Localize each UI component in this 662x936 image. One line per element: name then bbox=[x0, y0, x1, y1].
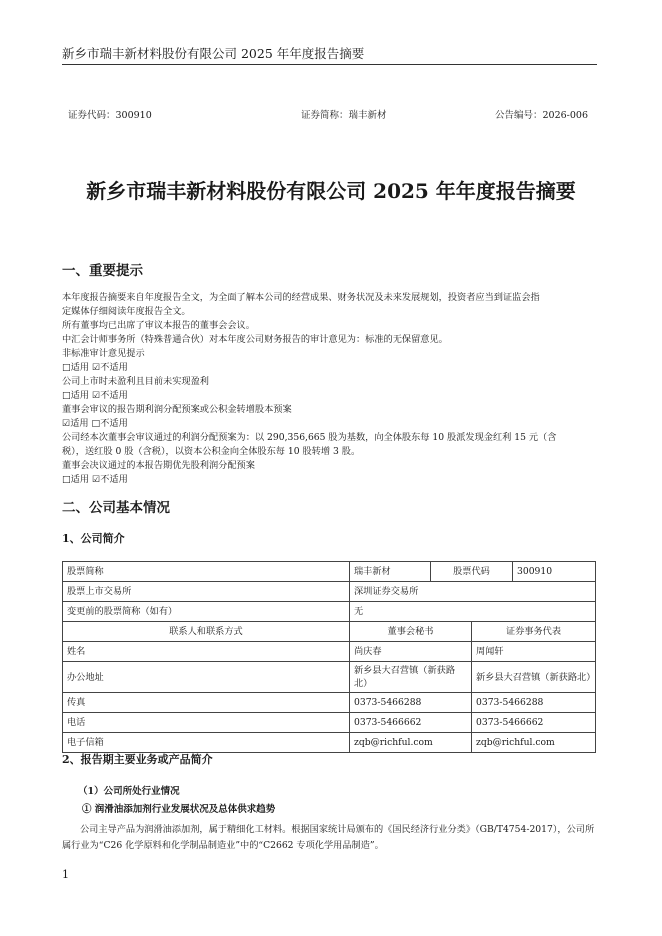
table-cell: 传真 bbox=[63, 693, 350, 713]
table-cell: 0373-5466662 bbox=[472, 713, 596, 733]
table-row bbox=[63, 693, 596, 713]
table-cell: 董事会秘书 bbox=[350, 622, 472, 642]
notes-line: 所有董事均已出席了审议本报告的董事会会议。 bbox=[62, 320, 255, 331]
table-cell: 联系人和联系方式 bbox=[63, 622, 350, 642]
table-cell: 股票上市交易所 bbox=[63, 582, 350, 602]
table-cell: 深圳证券交易所 bbox=[350, 582, 596, 602]
table-row bbox=[63, 733, 596, 753]
table-cell: 新乡县大召营镇（新获路北） bbox=[472, 662, 596, 693]
table-cell: 姓名 bbox=[63, 642, 350, 662]
industry-subheading: ① 润滑油添加剂行业发展状况及总体供求趋势 bbox=[82, 804, 276, 815]
table-row bbox=[63, 562, 596, 582]
table-row bbox=[63, 662, 596, 693]
table-cell: 股票代码 bbox=[431, 562, 513, 582]
table-cell: 周闻轩 bbox=[472, 642, 596, 662]
notice-number: 公告编号：2026-006 bbox=[495, 110, 589, 121]
securities-code: 证券代码：300910 bbox=[68, 110, 152, 121]
table-cell: 新乡县大召营镇（新获路北） bbox=[350, 662, 472, 693]
table-cell: 300910 bbox=[513, 562, 596, 582]
table-cell: 变更前的股票简称（如有） bbox=[63, 602, 350, 622]
table-cell: 电话 bbox=[63, 713, 350, 733]
table-cell: 无 bbox=[350, 602, 596, 622]
table-cell: 电子信箱 bbox=[63, 733, 350, 753]
industry-body-text: 公司主导产品为润滑油添加剂，属于精细化工材料。根据国家统计局颁布的《国民经济行业分类》（GB/T4754-2017），公司所属行业为“C26 化学原料和化学制品制造业”中的“C2662 专项化学用品制造”。 bbox=[62, 824, 595, 851]
company-profile-table bbox=[62, 561, 596, 753]
section-company-basics-heading: 二、公司基本情况 bbox=[62, 500, 170, 516]
table-cell: 办公地址 bbox=[63, 662, 350, 693]
notes-line: □适用 ☑不适用 bbox=[62, 362, 128, 373]
important-notes-body bbox=[62, 291, 582, 487]
table-row bbox=[63, 602, 596, 622]
notes-line: 董事会审议的报告期利润分配预案或公积金转增股本预案 bbox=[62, 404, 292, 415]
table-cell: 0373-5466288 bbox=[350, 693, 472, 713]
notes-line: □适用 ☑不适用 bbox=[62, 474, 128, 485]
table-cell: 0373-5466288 bbox=[472, 693, 596, 713]
table-cell: 瑞丰新材 bbox=[350, 562, 431, 582]
notes-line: □适用 ☑不适用 bbox=[62, 390, 128, 401]
notes-line: 董事会决议通过的本报告期优先股利润分配预案 bbox=[62, 460, 255, 471]
table-cell: 股票简称 bbox=[63, 562, 350, 582]
company-profile-heading: 1、公司简介 bbox=[62, 532, 125, 545]
header-divider bbox=[62, 64, 597, 65]
table-row bbox=[63, 642, 596, 662]
table-row bbox=[63, 713, 596, 733]
table-cell: zqb@richful.com bbox=[472, 733, 596, 753]
notes-line: 中汇会计师事务所（特殊普通合伙）对本年度公司财务报告的审计意见为：标准的无保留意见。 bbox=[62, 334, 448, 345]
industry-heading: （1）公司所处行业情况 bbox=[78, 786, 180, 797]
securities-short-name: 证券简称：瑞丰新材 bbox=[301, 110, 387, 121]
notes-line: 定媒体仔细阅读年度报告全文。 bbox=[62, 306, 191, 317]
notes-line: 非标准审计意见提示 bbox=[62, 348, 145, 359]
notes-line: ☑适用 □不适用 bbox=[62, 418, 128, 429]
table-row bbox=[63, 582, 596, 602]
notes-line: 税），送红股 0 股（含税），以资本公积金向全体股东每 10 股转增 3 股。 bbox=[62, 446, 361, 457]
table-row bbox=[63, 622, 596, 642]
running-header: 新乡市瑞丰新材料股份有限公司 2025 年年度报告摘要 bbox=[62, 46, 365, 61]
page-number: 1 bbox=[62, 868, 69, 881]
notes-line: 本年度报告摘要来自年度报告全文，为全面了解本公司的经营成果、财务状况及未来发展规划，投资者应当到证监会指 bbox=[62, 292, 540, 303]
table-cell: 证券事务代表 bbox=[472, 622, 596, 642]
table-cell: 0373-5466662 bbox=[350, 713, 472, 733]
table-cell: 尚庆春 bbox=[350, 642, 472, 662]
notes-line: 公司上市时未盈利且目前未实现盈利 bbox=[62, 376, 209, 387]
section-important-notes-heading: 一、重要提示 bbox=[62, 263, 143, 279]
table-cell: zqb@richful.com bbox=[350, 733, 472, 753]
main-business-heading: 2、报告期主要业务或产品简介 bbox=[62, 753, 213, 766]
document-title: 新乡市瑞丰新材料股份有限公司 2025 年年度报告摘要 bbox=[86, 179, 576, 203]
notes-line: 公司经本次董事会审议通过的利润分配预案为：以 290,356,665 股为基数，向全体股东每 10 股派发现金红利 15 元（含 bbox=[62, 432, 557, 443]
